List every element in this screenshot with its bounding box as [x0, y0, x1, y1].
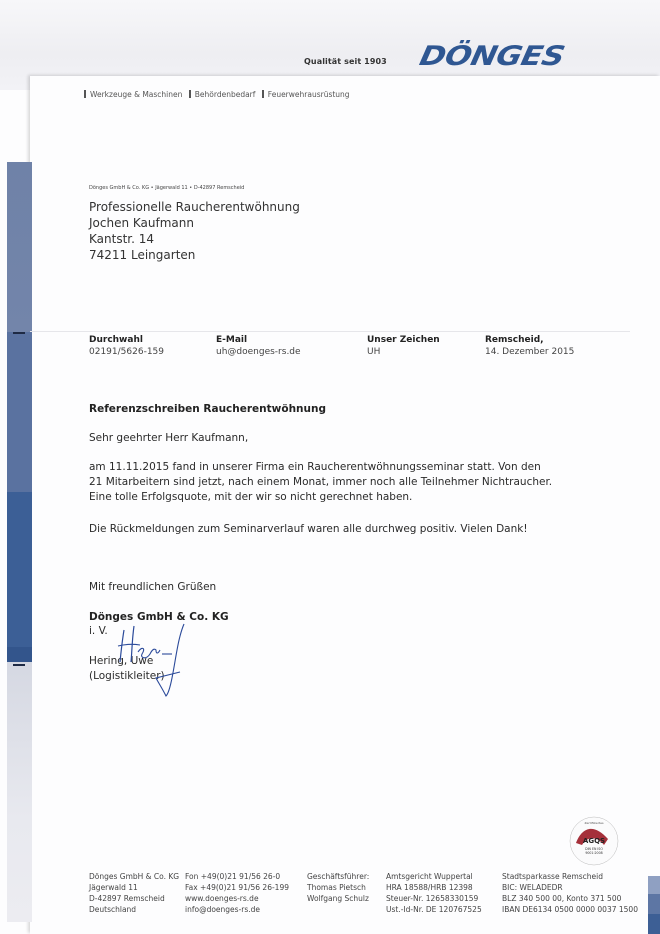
info-reference [367, 334, 440, 358]
recipient-line: Professionelle Raucherentwöhnung [89, 200, 300, 214]
signer-name: Hering, Uwe [89, 655, 154, 667]
footer-line: Steuer-Nr. 12658330159 [386, 894, 479, 903]
paragraph-1 [89, 460, 552, 505]
info-email [216, 334, 301, 358]
footer-email-link[interactable]: info@doenges-rs.de [185, 905, 261, 914]
svg-text:AGQS: AGQS [582, 837, 606, 845]
svg-text:Zertifiziertes: Zertifiziertes [584, 821, 604, 825]
info-label: Durchwahl [89, 335, 143, 345]
info-value: UH [367, 347, 381, 357]
company-logo: DÖNGES [416, 41, 568, 72]
footer-bank [502, 871, 638, 915]
closing: Mit freundlichen Grüßen [89, 581, 217, 593]
bar-segment [7, 162, 32, 332]
iv-note: i. V. [89, 625, 108, 637]
left-decorative-bar [7, 162, 32, 922]
footer-line: Ust.-Id-Nr. DE 120767525 [386, 905, 482, 914]
fold-line [30, 331, 630, 332]
fold-mark [13, 332, 25, 334]
footer-phone: Fon +49(0)21 91/56 26-0 [185, 872, 281, 881]
bar-segment [648, 894, 660, 914]
punch-mark [13, 664, 25, 666]
footer-line: Wolfgang Schulz [307, 894, 369, 903]
footer-line: IBAN DE6134 0500 0000 0037 1500 [502, 905, 638, 914]
info-label: Remscheid, [485, 335, 544, 345]
svg-text:9001:2008: 9001:2008 [585, 851, 603, 855]
footer-line: Dönges GmbH & Co. KG [89, 872, 180, 881]
footer-line: HRA 18588/HRB 12398 [386, 883, 473, 892]
footer-company-address [89, 871, 179, 915]
handwritten-signature [112, 618, 192, 698]
footer-management [307, 871, 369, 904]
recipient-line: Kantstr. 14 [89, 232, 155, 246]
separator [189, 90, 191, 98]
letter-subject: Referenzschreiben Raucherentwöhnung [89, 403, 326, 415]
bar-segment [7, 662, 32, 922]
company-name: Dönges GmbH & Co. KG [89, 611, 229, 623]
right-decorative-bar [648, 876, 660, 934]
iso-certification-seal [568, 815, 620, 867]
footer-line: Deutschland [89, 905, 137, 914]
footer-line: D-42897 Remscheid [89, 894, 165, 903]
svg-text:DIN EN ISO: DIN EN ISO [585, 847, 603, 851]
salutation: Sehr geehrter Herr Kaufmann, [89, 432, 249, 444]
info-value: 02191/5626-159 [89, 347, 164, 357]
footer-line: Stadtsparkasse Remscheid [502, 872, 604, 881]
division-tools: Werkzeuge & Maschinen [90, 90, 183, 99]
footer-fax: Fax +49(0)21 91/56 26-199 [185, 883, 289, 892]
info-value: 14. Dezember 2015 [485, 347, 575, 357]
footer-line: Thomas Pietsch [307, 883, 366, 892]
info-direct-dial [89, 334, 164, 358]
bar-segment [648, 914, 660, 934]
signer-title: (Logistikleiter) [89, 670, 165, 682]
division-list [80, 90, 350, 99]
separator [84, 90, 86, 98]
division-fire: Feuerwehrausrüstung [267, 90, 350, 99]
paragraph-line: am 11.11.2015 fand in unserer Firma ein Raucherentwöhnungsseminar statt. Von den [89, 461, 541, 473]
paragraph-line: 21 Mitarbeitern sind jetzt, nach einem Monat, immer noch alle Teilnehmer Nichtraucher. [89, 476, 553, 488]
footer-line: Amtsgericht Wuppertal [386, 872, 473, 881]
division-authorities: Behördenbedarf [194, 90, 256, 99]
paragraph-2: Die Rückmeldungen zum Seminarverlauf waren alle durchweg positiv. Vielen Dank! [89, 523, 528, 535]
recipient-address [89, 199, 300, 263]
footer-contact [185, 871, 289, 915]
info-value: uh@doenges-rs.de [216, 347, 301, 357]
bar-segment [7, 492, 32, 647]
company-tagline: Qualität seit 1903 [304, 57, 387, 66]
footer-line: BLZ 340 500 00, Konto 371 500 [502, 894, 622, 903]
footer-line: Geschäftsführer: [307, 872, 370, 881]
recipient-line: Jochen Kaufmann [89, 216, 194, 230]
sender-return-address: Dönges GmbH & Co. KG • Jägerwald 11 • D-42897 Remscheid [89, 185, 245, 191]
separator [262, 90, 264, 98]
bar-segment [7, 647, 32, 662]
recipient-line: 74211 Leingarten [89, 248, 196, 262]
bar-segment [648, 876, 660, 894]
info-label: E-Mail [216, 335, 248, 345]
info-label: Unser Zeichen [367, 335, 440, 345]
info-place-date [485, 334, 574, 358]
footer-website-link[interactable]: www.doenges-rs.de [185, 894, 259, 903]
bar-segment [7, 332, 32, 492]
footer-line: Jägerwald 11 [89, 883, 138, 892]
paragraph-line: Eine tolle Erfolgsquote, mit der wir so nicht gerechnet haben. [89, 491, 413, 503]
footer-line: BIC: WELADEDR [502, 883, 563, 892]
footer-registry [386, 871, 482, 915]
